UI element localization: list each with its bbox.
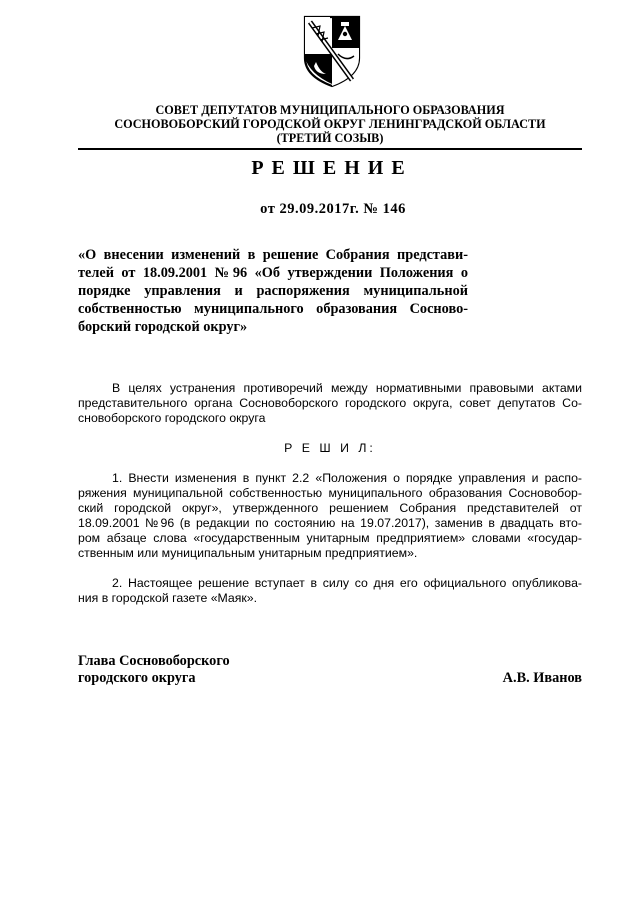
subject-line: телей от 18.09.2001 №96 «Об утверждении Положения о bbox=[78, 265, 468, 281]
preamble-line: сновоборского городского округа bbox=[78, 411, 266, 425]
council-name-line1: СОВЕТ ДЕПУТАТОВ МУНИЦИПАЛЬНОГО ОБРАЗОВАНИЯ bbox=[155, 103, 505, 117]
item1-line: ский городской округ», утвержденного решением Собрания представителей от bbox=[78, 501, 582, 515]
signatory-position-line1: Глава Сосновоборского bbox=[78, 653, 230, 669]
council-name-line2: СОСНОВОБОРСКИЙ ГОРОДСКОЙ ОКРУГ ЛЕНИНГРАДСКОЙ ОБЛАСТИ bbox=[114, 117, 546, 131]
decision-body bbox=[78, 381, 582, 606]
signatory-name: А.В. Иванов bbox=[502, 670, 582, 686]
subject-line: «О внесении изменений в решение Собрания представи- bbox=[78, 247, 468, 263]
item1-line: 1. Внести изменения в пункт 2.2 «Положения о порядке управления и распо- bbox=[112, 471, 582, 485]
item1-line: ственным или муниципальным унитарным предприятием». bbox=[78, 546, 418, 560]
preamble-line: В целях устранения противоречий между нормативными правовыми актами bbox=[112, 381, 582, 395]
item1-line: ром абзаце слова «государственным унитарным предприятием» словами «государ- bbox=[78, 531, 582, 545]
subject-line: порядке управления и распоряжения муниципальной bbox=[78, 283, 468, 299]
preamble-line: представительного органа Сосновоборского городского округа, совет депутатов Со- bbox=[78, 396, 582, 410]
decided-heading: Р Е Ш И Л: bbox=[284, 441, 376, 455]
convocation-line: (ТРЕТИЙ СОЗЫВ) bbox=[276, 131, 384, 145]
item2-line: 2. Настоящее решение вступает в силу со дня его официального опубликова- bbox=[112, 576, 582, 590]
decision-subject bbox=[78, 246, 468, 336]
document-title: РЕШЕНИЕ bbox=[251, 157, 413, 179]
item1-line: 18.09.2001 №96 (в редакции по состоянию на 19.07.2017), заменив в двадцать вто- bbox=[78, 516, 582, 530]
header-divider bbox=[78, 148, 582, 150]
signatory-position-line2: городского округа bbox=[78, 670, 196, 686]
subject-line: собственностью муниципального образования Сосново- bbox=[78, 301, 468, 317]
item1-line: ряжения муниципальной собственностью муниципального образования Сосновобор- bbox=[78, 486, 582, 500]
decision-date-number: от 29.09.2017г. № 146 bbox=[260, 201, 406, 217]
item2-line: ния в городской газете «Маяк». bbox=[78, 591, 258, 605]
subject-line: борский городской округ» bbox=[78, 319, 248, 335]
coat-of-arms-emblem bbox=[302, 14, 362, 88]
